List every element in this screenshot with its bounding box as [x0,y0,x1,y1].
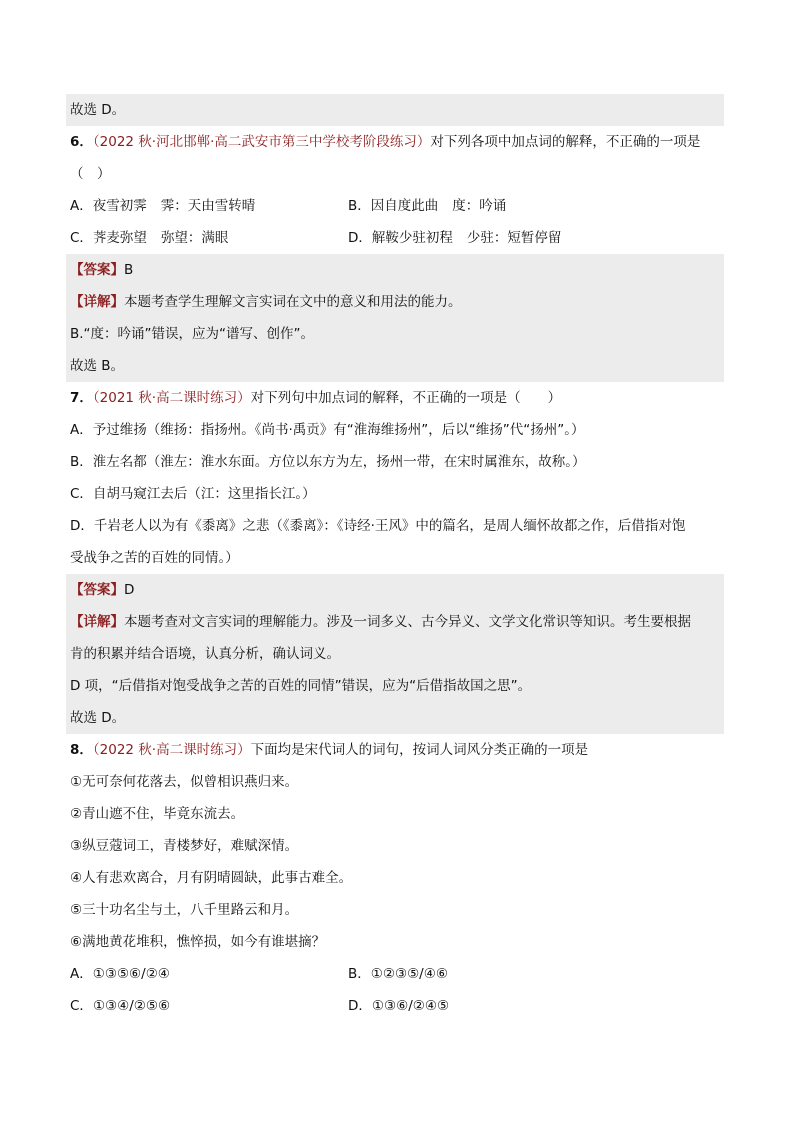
q8-source: （2022 秋·高二课时练习） [92,742,251,758]
q6-paren: （ ） [70,166,111,182]
prev-conclusion: 故选 D。 [66,94,724,126]
q6-option-c: C．荠麦弥望 弥望：满眼 [70,230,229,246]
q7-detail-cont: 肯的积累并结合语境，认真分析，确认词义。 [66,638,724,670]
q7-explain: D 项，“后借指对饱受战争之苦的百姓的同情”错误，应为“后借指故国之思”。 [66,670,724,702]
q8-option-b: B．①②③⑤/④⑥ [348,966,448,982]
q6-number: 6． [70,134,93,150]
q7-option-d: D．千岩老人以为有《黍离》之悲（《黍离》：《诗经·王风》中的篇名，是周人缅怀故都之作，后借指对饱 [70,518,686,534]
q6-option-b: B．因自度此曲 度：吟诵 [348,198,507,214]
q7-source: （2021 秋·高二课时练习） [92,390,251,406]
q8-line-3: ③纵豆蔻词工，青楼梦好，难赋深情。 [70,838,299,854]
q6-explain: B.“度：吟诵”错误，应为“谱写、创作”。 [66,318,724,350]
q7-stem-line [70,382,724,414]
q8-line-2: ②青山遮不住，毕竟东流去。 [70,806,245,822]
q6-conclusion: 故选 B。 [66,350,724,382]
q7-answer: 【答案】D [66,574,724,606]
document-page [70,94,724,1022]
q7-conclusion: 故选 D。 [66,702,724,734]
q6-option-d: D．解鞍少驻初程 少驻：短暂停留 [348,230,562,246]
q6-option-a: A．夜雪初霁 霁：天由雪转晴 [70,198,256,214]
q8-options-row-2 [70,990,724,1022]
q8-option-c: C．①③④/②⑤⑥ [70,998,171,1014]
q7-option-b: B．淮左名都（淮左：淮水东面。方位以东方为左，扬州一带，在宋时属淮东，故称。） [70,454,586,470]
q8-stem: 下面均是宋代词人的词句，按词人词风分类正确的一项是 [250,742,589,758]
q8-options-row-1 [70,958,724,990]
q7-option-a: A．予过维扬（维扬：指扬州。《尚书·禹贡》有“淮海维扬州”，后以“维扬”代“扬州”。） [70,422,585,438]
q7-option-c: C．自胡马窥江去后（江：这里指长江。） [70,486,316,502]
q8-line-5: ⑤三十功名尘与土，八千里路云和月。 [70,902,299,918]
q7-detail: 【详解】本题考查对文言实词的理解能力。涉及一词多义、古今异义、文学文化常识等知识。考生要根据 [66,606,724,638]
q6-answer: 【答案】B [66,254,724,286]
q8-line-1: ①无可奈何花落去，似曾相识燕归来。 [70,774,299,790]
q8-option-d: D．①③⑥/②④⑤ [348,998,450,1014]
q6-options-row-2 [70,222,724,254]
q8-number: 8． [70,742,93,758]
q6-options-row-1 [70,190,724,222]
q6-stem-line [70,126,724,158]
q8-option-a: A．①③⑤⑥/②④ [70,966,170,982]
q8-stem-line [70,734,724,766]
q6-detail: 【详解】本题考查学生理解文言实词在文中的意义和用法的能力。 [66,286,724,318]
q7-number: 7． [70,390,93,406]
q8-line-6: ⑥满地黄花堆积，憔悴损，如今有谁堪摘？ [70,934,326,950]
q7-stem: 对下列句中加点词的解释，不正确的一项是（ ） [250,390,562,406]
q7-option-d-cont: 受战争之苦的百姓的同情。） [70,550,239,566]
q8-line-4: ④人有悲欢离合，月有阴晴圆缺，此事古难全。 [70,870,353,886]
q6-source: （2022 秋·河北邯郸·高二武安市第三中学校考阶段练习） [92,134,431,150]
q6-stem: 对下列各项中加点词的解释，不正确的一项是 [430,134,701,150]
